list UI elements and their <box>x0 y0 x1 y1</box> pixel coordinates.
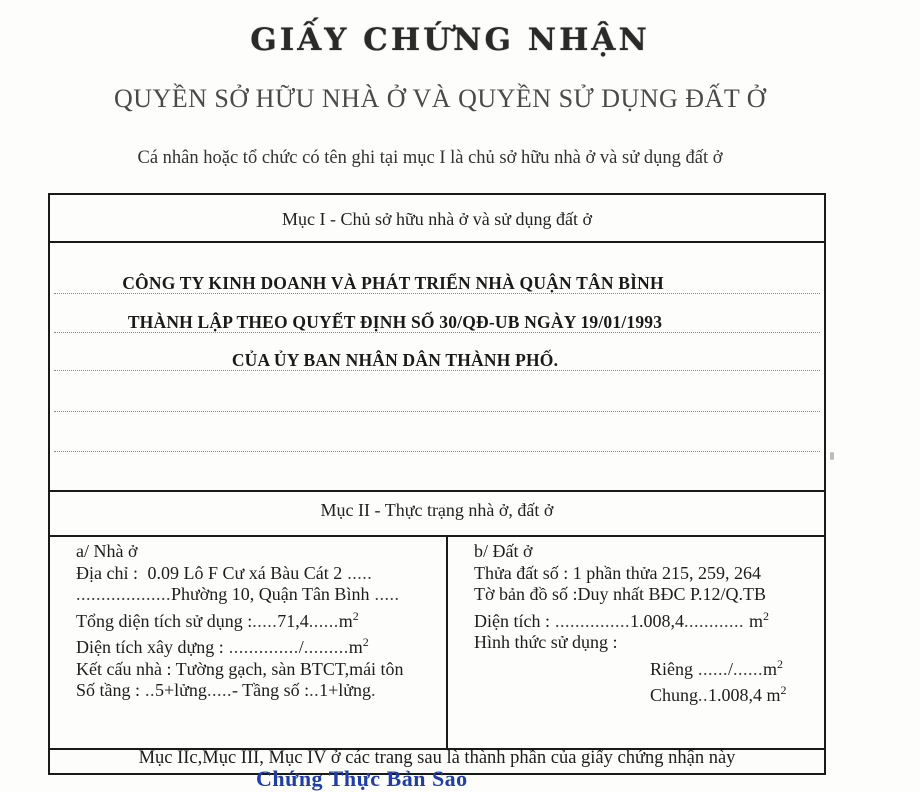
land-area-label: Diện tích : <box>474 610 550 631</box>
certificate-subtitle: QUYỀN SỞ HỮU NHÀ Ở VÀ QUYỀN SỬ DỤNG ĐẤT Ở <box>113 84 767 113</box>
owner-line-3: CỦA ỦY BAN NHÂN DÂN THÀNH PHỐ. <box>231 350 559 370</box>
floor-number-label: - Tầng số : <box>231 680 310 700</box>
plot-value: 1 phần thửa 215, 259, 264 <box>572 562 761 583</box>
built-area-value: / <box>298 637 304 657</box>
structure-row <box>76 659 404 681</box>
structure-label: Kết cấu nhà : <box>76 658 172 679</box>
footer-note: Mục IIc,Mục III, Mục IV ở các trang sau là thành phần của giấy chứng nhận này <box>138 748 736 768</box>
shared-label: Chung <box>650 685 699 705</box>
divider <box>50 241 824 243</box>
land-area-row: Diện tích : ...............1.008,4............ $m^2$ <box>474 608 769 631</box>
divider <box>50 535 824 537</box>
map-row <box>474 584 814 606</box>
private-label: Riêng <box>650 658 693 679</box>
total-area-label: Tổng diện tích sử dụng : <box>76 610 253 631</box>
certificate-frame <box>48 193 826 775</box>
land-label: b/ Đất ở <box>474 541 533 561</box>
certificate-title: GIẤY CHỨNG NHẬN <box>250 22 650 58</box>
private-row: Riêng $....../......m^2$ <box>650 656 784 679</box>
map-label: Tờ bản đồ số : <box>474 584 578 604</box>
certified-copy-stamp: Chứng Thực Bản Sao <box>256 766 468 791</box>
unit: m <box>763 658 778 679</box>
plot-label: Thửa đất số : <box>474 562 569 583</box>
address-line-2: Phường 10, Quận Tân Bình <box>171 584 370 604</box>
house-label: a/ Nhà ở <box>76 541 138 561</box>
floors-row: Số tầng : ..5+lửng.....- Tầng số :..1+lửng. <box>76 680 377 700</box>
map-value: Duy nhất BĐC P.12/Q.TB <box>577 584 767 604</box>
unit-exp: 2 <box>362 635 369 649</box>
built-area-label: Diện tích xây dựng : <box>76 637 224 657</box>
unit: m <box>766 685 781 705</box>
plot-row <box>474 563 814 585</box>
floors-label: Số tầng : <box>76 680 141 700</box>
unit: m <box>748 610 763 631</box>
private-value: / <box>728 658 734 679</box>
divider <box>50 490 824 492</box>
unit-exp: 2 <box>780 683 787 697</box>
section-2-heading: Mục II - Thực trạng nhà ở, đất ở <box>320 500 554 520</box>
owner-line-2: THÀNH LẬP THEO QUYẾT ĐỊNH SỐ 30/QĐ-UB NGÀY 19/01/1993 <box>127 312 663 332</box>
total-area-value: 71,4 <box>277 610 309 631</box>
address-row-2: ...................Phường 10, Quận Tân Bình ..... <box>76 584 400 604</box>
owner-line-1: CÔNG TY KINH DOANH VÀ PHÁT TRIỂN NHÀ QUẬN TÂN BÌNH <box>122 273 664 293</box>
shared-row: Chung..1.008,4 $m^2$ <box>650 683 787 705</box>
address-label: Địa chỉ : <box>76 562 138 583</box>
address-line-1: 0.09 Lô F Cư xá Bàu Cát 2 <box>147 562 343 583</box>
shared-value: 1.008,4 <box>708 685 763 705</box>
floor-number-value: 1+lửng <box>319 680 372 700</box>
column-divider <box>446 537 448 750</box>
floors-value: 5+lửng <box>155 680 207 700</box>
intro-statement: Cá nhân hoặc tổ chức có tên ghi tại mục I là chủ sở hữu nhà ở và sử dụng đất ở <box>137 148 723 168</box>
structure-value: Tường gạch, sàn BTCT,mái tôn <box>175 658 404 679</box>
unit: m <box>348 637 363 657</box>
dotted-guide <box>54 451 820 452</box>
address-row: Địa chỉ : 0.09 Lô F Cư xá Bàu Cát 2 ..... <box>76 562 373 583</box>
section-1-heading: Mục I - Chủ sở hữu nhà ở và sử dụng đất ở <box>281 209 593 229</box>
unit-exp: 2 <box>777 656 784 671</box>
scan-artifact <box>830 452 834 460</box>
usage-row: Hình thức sử dụng : <box>474 632 618 652</box>
unit: m <box>338 610 353 631</box>
dotted-guide <box>54 411 820 412</box>
land-area-value: 1.008,4 <box>629 610 684 631</box>
unit-exp: 2 <box>352 608 359 623</box>
house-details <box>76 541 404 702</box>
built-area-row: Diện tích xây dựng : $............../.........m^2$ <box>76 635 369 657</box>
total-area-row: Tổng diện tích sử dụng $:.....71,4......m^2$ <box>76 608 359 631</box>
land-details <box>474 541 814 707</box>
unit-exp: 2 <box>763 608 769 623</box>
